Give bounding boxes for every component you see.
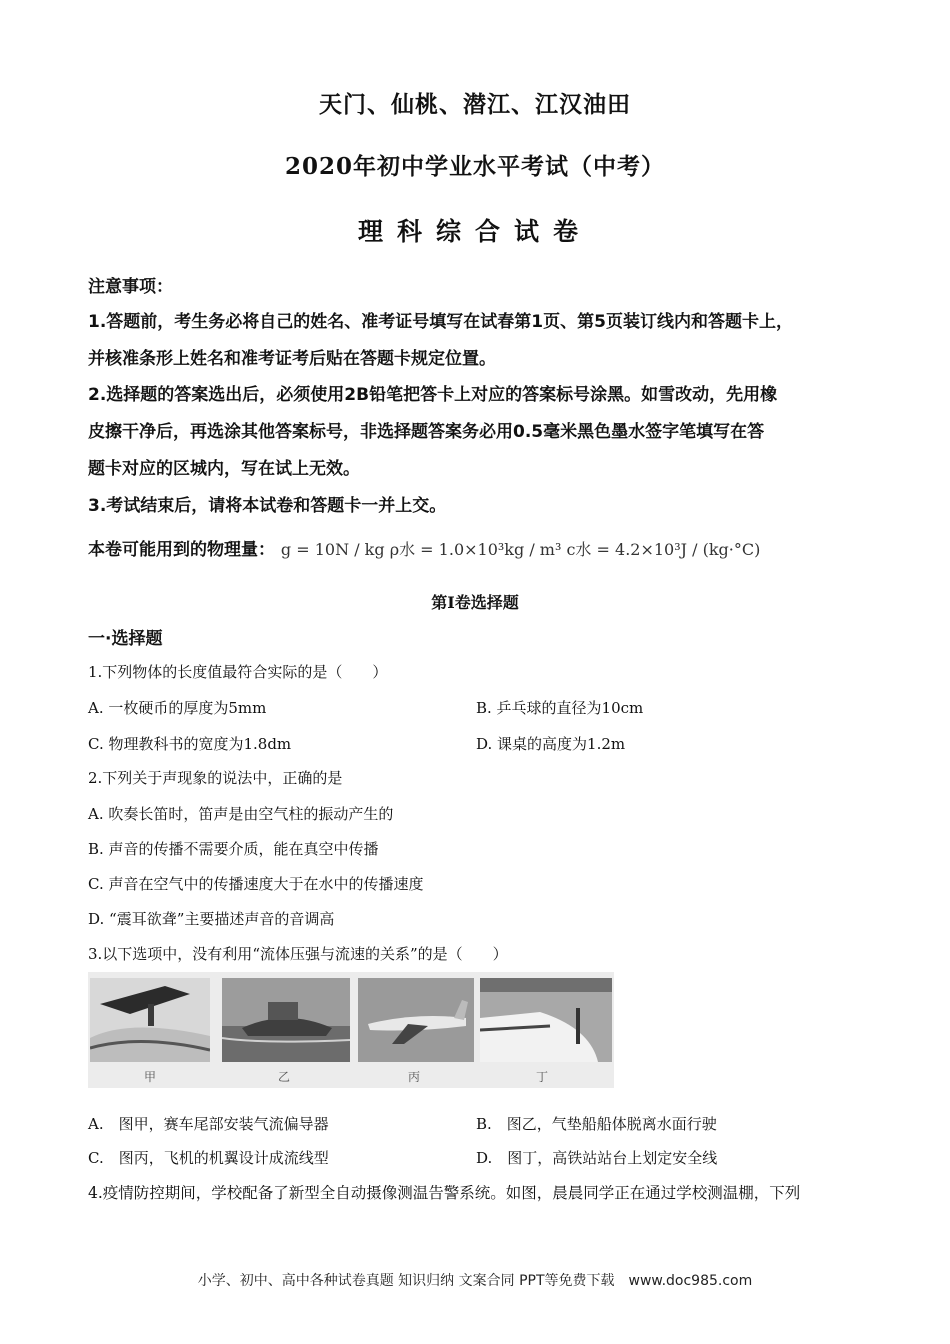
- notice-item-1-line-2: 并核准条形上姓名和准考证考后贴在答题卡规定位置。: [88, 349, 496, 369]
- question-1-option-a: A. 一枚硬币的厚度为5mm: [88, 699, 267, 717]
- figure-hovercraft: [222, 978, 350, 1062]
- exam-region-title: 天门、仙桃、潜江、江汉油田: [319, 91, 631, 118]
- notice-item-1-line-1: 1.答题前，考生务必将自己的姓名、准考证号填写在试春第1页、第5页装订线内和答题卡上，: [88, 312, 793, 332]
- figure-caption-ding: 丁: [536, 1070, 549, 1084]
- question-3-option-a: A. 图甲，赛车尾部安装气流偏导器: [88, 1115, 329, 1133]
- figure-caption-bing: 丙: [408, 1070, 421, 1084]
- question-1-option-c: C. 物理教科书的宽度为1.8dm: [88, 735, 292, 753]
- question-2-option-a: A. 吹奏长笛时，笛声是由空气柱的振动产生的: [88, 805, 394, 823]
- notice-item-2-line-3: 题卡对应的区城内，写在试上无效。: [88, 459, 360, 479]
- notice-item-3: 3.考试结束后，请将本试卷和答题卡一并上交。: [88, 496, 447, 516]
- part-one-title: 第Ⅰ卷选择题: [431, 593, 519, 612]
- constants-formula: g = 10N / kg ρ水 = 1.0×10³kg / m³ c水 = 4.2×10³J / (kg·°C): [280, 540, 761, 559]
- question-3-figure-strip: [88, 972, 614, 1088]
- question-3-option-d: D. 图丁，高铁站站台上划定安全线: [476, 1149, 718, 1167]
- notice-heading: 注意事项：: [88, 277, 173, 297]
- notice-item-2-line-2: 皮擦干净后，再选涂其他答案标号，非选择题答案务必用0.5毫米黑色墨水签字笔填写在答: [88, 422, 765, 442]
- question-3-option-c: C. 图丙，飞机的机翼设计成流线型: [88, 1149, 329, 1167]
- section-heading: 一·选择题: [88, 629, 163, 649]
- notice-item-2-line-1: 2.选择题的答案选出后，必须使用2B铅笔把答卡上对应的答案标号涂黑。如雪改动，先用橡: [88, 385, 778, 405]
- question-2-option-c: C. 声音在空气中的传播速度大于在水中的传播速度: [88, 875, 424, 893]
- figure-airplane: [358, 978, 474, 1062]
- constants-label: 本卷可能用到的物理量：: [88, 540, 275, 560]
- question-3-option-b: B. 图乙，气垫船船体脱离水面行驶: [476, 1115, 717, 1133]
- question-3-stem: 3.以下选项中，没有利用“流体压强与流速的关系”的是（ ）: [88, 945, 508, 963]
- question-1-option-b: B. 乒乓球的直径为10cm: [476, 699, 644, 717]
- paper-subject-title: 理科综合试卷: [357, 217, 592, 246]
- question-1-stem: 1.下列物体的长度值最符合实际的是（ ）: [88, 663, 388, 681]
- figure-high-speed-train: [480, 978, 612, 1062]
- figure-caption-yi: 乙: [278, 1070, 291, 1084]
- question-2-option-b: B. 声音的传播不需要介质，能在真空中传播: [88, 840, 379, 858]
- question-2-stem: 2.下列关于声现象的说法中，正确的是: [88, 769, 343, 787]
- figure-caption-jia: 甲: [144, 1070, 157, 1084]
- question-4-stem: 4.疫情防控期间，学校配备了新型全自动摄像测温告警系统。如图，晨晨同学正在通过学校测温棚，下列: [88, 1184, 801, 1202]
- exam-name-title: 2020年初中学业水平考试（中考）: [284, 153, 665, 180]
- physical-constants-line: [88, 535, 878, 560]
- figure-race-car-spoiler: [90, 978, 210, 1062]
- page-footer: 小学、初中、高中各种试卷真题 知识归纳 文案合同 PPT等免费下载 www.doc985.com: [197, 1273, 753, 1289]
- question-1-option-d: D. 课桌的高度为1.2m: [476, 735, 626, 753]
- question-2-option-d: D. “震耳欲聋”主要描述声音的音调高: [88, 910, 335, 928]
